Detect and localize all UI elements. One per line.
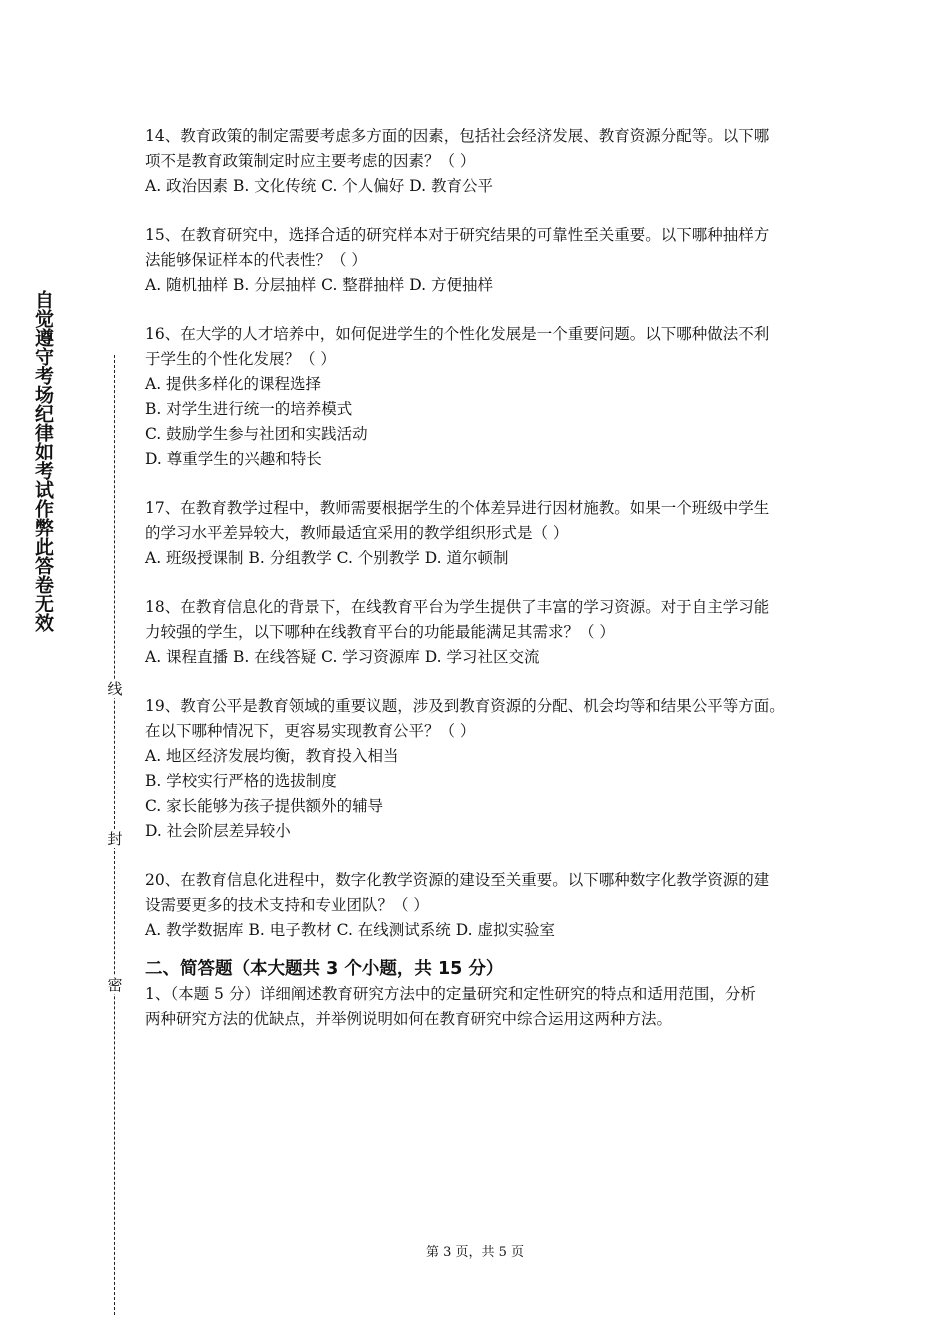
question-stem-line: 项不是教育政策制定时应主要考虑的因素？（ ） <box>145 152 476 170</box>
question-options: A. 教学数据库 B. 电子教材 C. 在线测试系统 D. 虚拟实验室 <box>145 921 555 939</box>
page-number-footer: 第 3 页，共 5 页 <box>425 1245 525 1260</box>
exam-content <box>145 124 825 1032</box>
question-stem-line: 15、在教育研究中，选择合适的研究样本对于研究结果的可靠性至关重要。以下哪种抽样方 <box>145 226 770 244</box>
binding-label-secret: 密 <box>107 976 123 994</box>
question-19 <box>145 694 825 844</box>
question-stem-line: 力较强的学生，以下哪种在线教育平台的功能最能满足其需求？（ ） <box>145 623 615 641</box>
question-stem-line: 16、在大学的人才培养中，如何促进学生的个性化发展是一个重要问题。以下哪种做法不利 <box>145 325 770 343</box>
question-16 <box>145 322 825 472</box>
question-18 <box>145 595 825 670</box>
question-option-b: B. 对学生进行统一的培养模式 <box>145 400 353 418</box>
question-options: A. 课程直播 B. 在线答疑 C. 学习资源库 D. 学习社区交流 <box>145 648 540 666</box>
question-option-c: C. 家长能够为孩子提供额外的辅导 <box>145 797 384 815</box>
question-stem-line: 19、教育公平是教育领域的重要议题，涉及到教育资源的分配、机会均等和结果公平等方面。 <box>145 697 785 715</box>
question-option-a: A. 地区经济发展均衡，教育投入相当 <box>145 747 399 765</box>
question-options: A. 随机抽样 B. 分层抽样 C. 整群抽样 D. 方便抽样 <box>145 276 493 294</box>
question-options: A. 政治因素 B. 文化传统 C. 个人偏好 D. 教育公平 <box>145 177 493 195</box>
question-20 <box>145 868 825 943</box>
question-stem-line: 法能够保证样本的代表性？（ ） <box>145 251 367 269</box>
binding-label-line: 线 <box>107 680 123 698</box>
question-14 <box>145 124 825 199</box>
question-stem-line: 17、在教育教学过程中，教师需要根据学生的个体差异进行因材施教。如果一个班级中学生 <box>145 499 770 517</box>
short-answer-line: 1、（本题 5 分）详细阐述教育研究方法中的定量研究和定性研究的特点和适用范围，分析 <box>145 985 756 1003</box>
question-options: A. 班级授课制 B. 分组教学 C. 个别教学 D. 道尔顿制 <box>145 549 509 567</box>
question-stem-line: 在以下哪种情况下，更容易实现教育公平？（ ） <box>145 722 476 740</box>
question-option-d: D. 社会阶层差异较小 <box>145 822 291 840</box>
question-option-b: B. 学校实行严格的选拔制度 <box>145 772 337 790</box>
question-stem-line: 14、教育政策的制定需要考虑多方面的因素，包括社会经济发展、教育资源分配等。以下哪 <box>145 127 770 145</box>
binding-label-seal: 封 <box>107 830 123 848</box>
short-answer-question-1 <box>145 982 825 1032</box>
question-15 <box>145 223 825 298</box>
question-stem-line: 于学生的个性化发展？（ ） <box>145 350 336 368</box>
question-17 <box>145 496 825 571</box>
question-stem-line: 的学习水平差异较大，教师最适宜采用的教学组织形式是（ ） <box>145 524 569 542</box>
question-stem-line: 18、在教育信息化的背景下，在线教育平台为学生提供了丰富的学习资源。对于自主学习能 <box>145 598 770 616</box>
question-stem-line: 设需要更多的技术支持和专业团队？（ ） <box>145 896 429 914</box>
question-option-c: C. 鼓励学生参与社团和实践活动 <box>145 425 368 443</box>
exam-discipline-notice: 自觉遵守考场纪律如考试作弊此答卷无效 <box>32 290 54 632</box>
section-title-short-answer: 二、简答题（本大题共 3 个小题，共 15 分） <box>145 959 504 979</box>
question-option-d: D. 尊重学生的兴趣和特长 <box>145 450 322 468</box>
question-stem-line: 20、在教育信息化进程中，数字化教学资源的建设至关重要。以下哪种数字化教学资源的建 <box>145 871 770 889</box>
question-option-a: A. 提供多样化的课程选择 <box>145 375 322 393</box>
short-answer-line: 两种研究方法的优缺点，并举例说明如何在教育研究中综合运用这两种方法。 <box>145 1010 673 1028</box>
